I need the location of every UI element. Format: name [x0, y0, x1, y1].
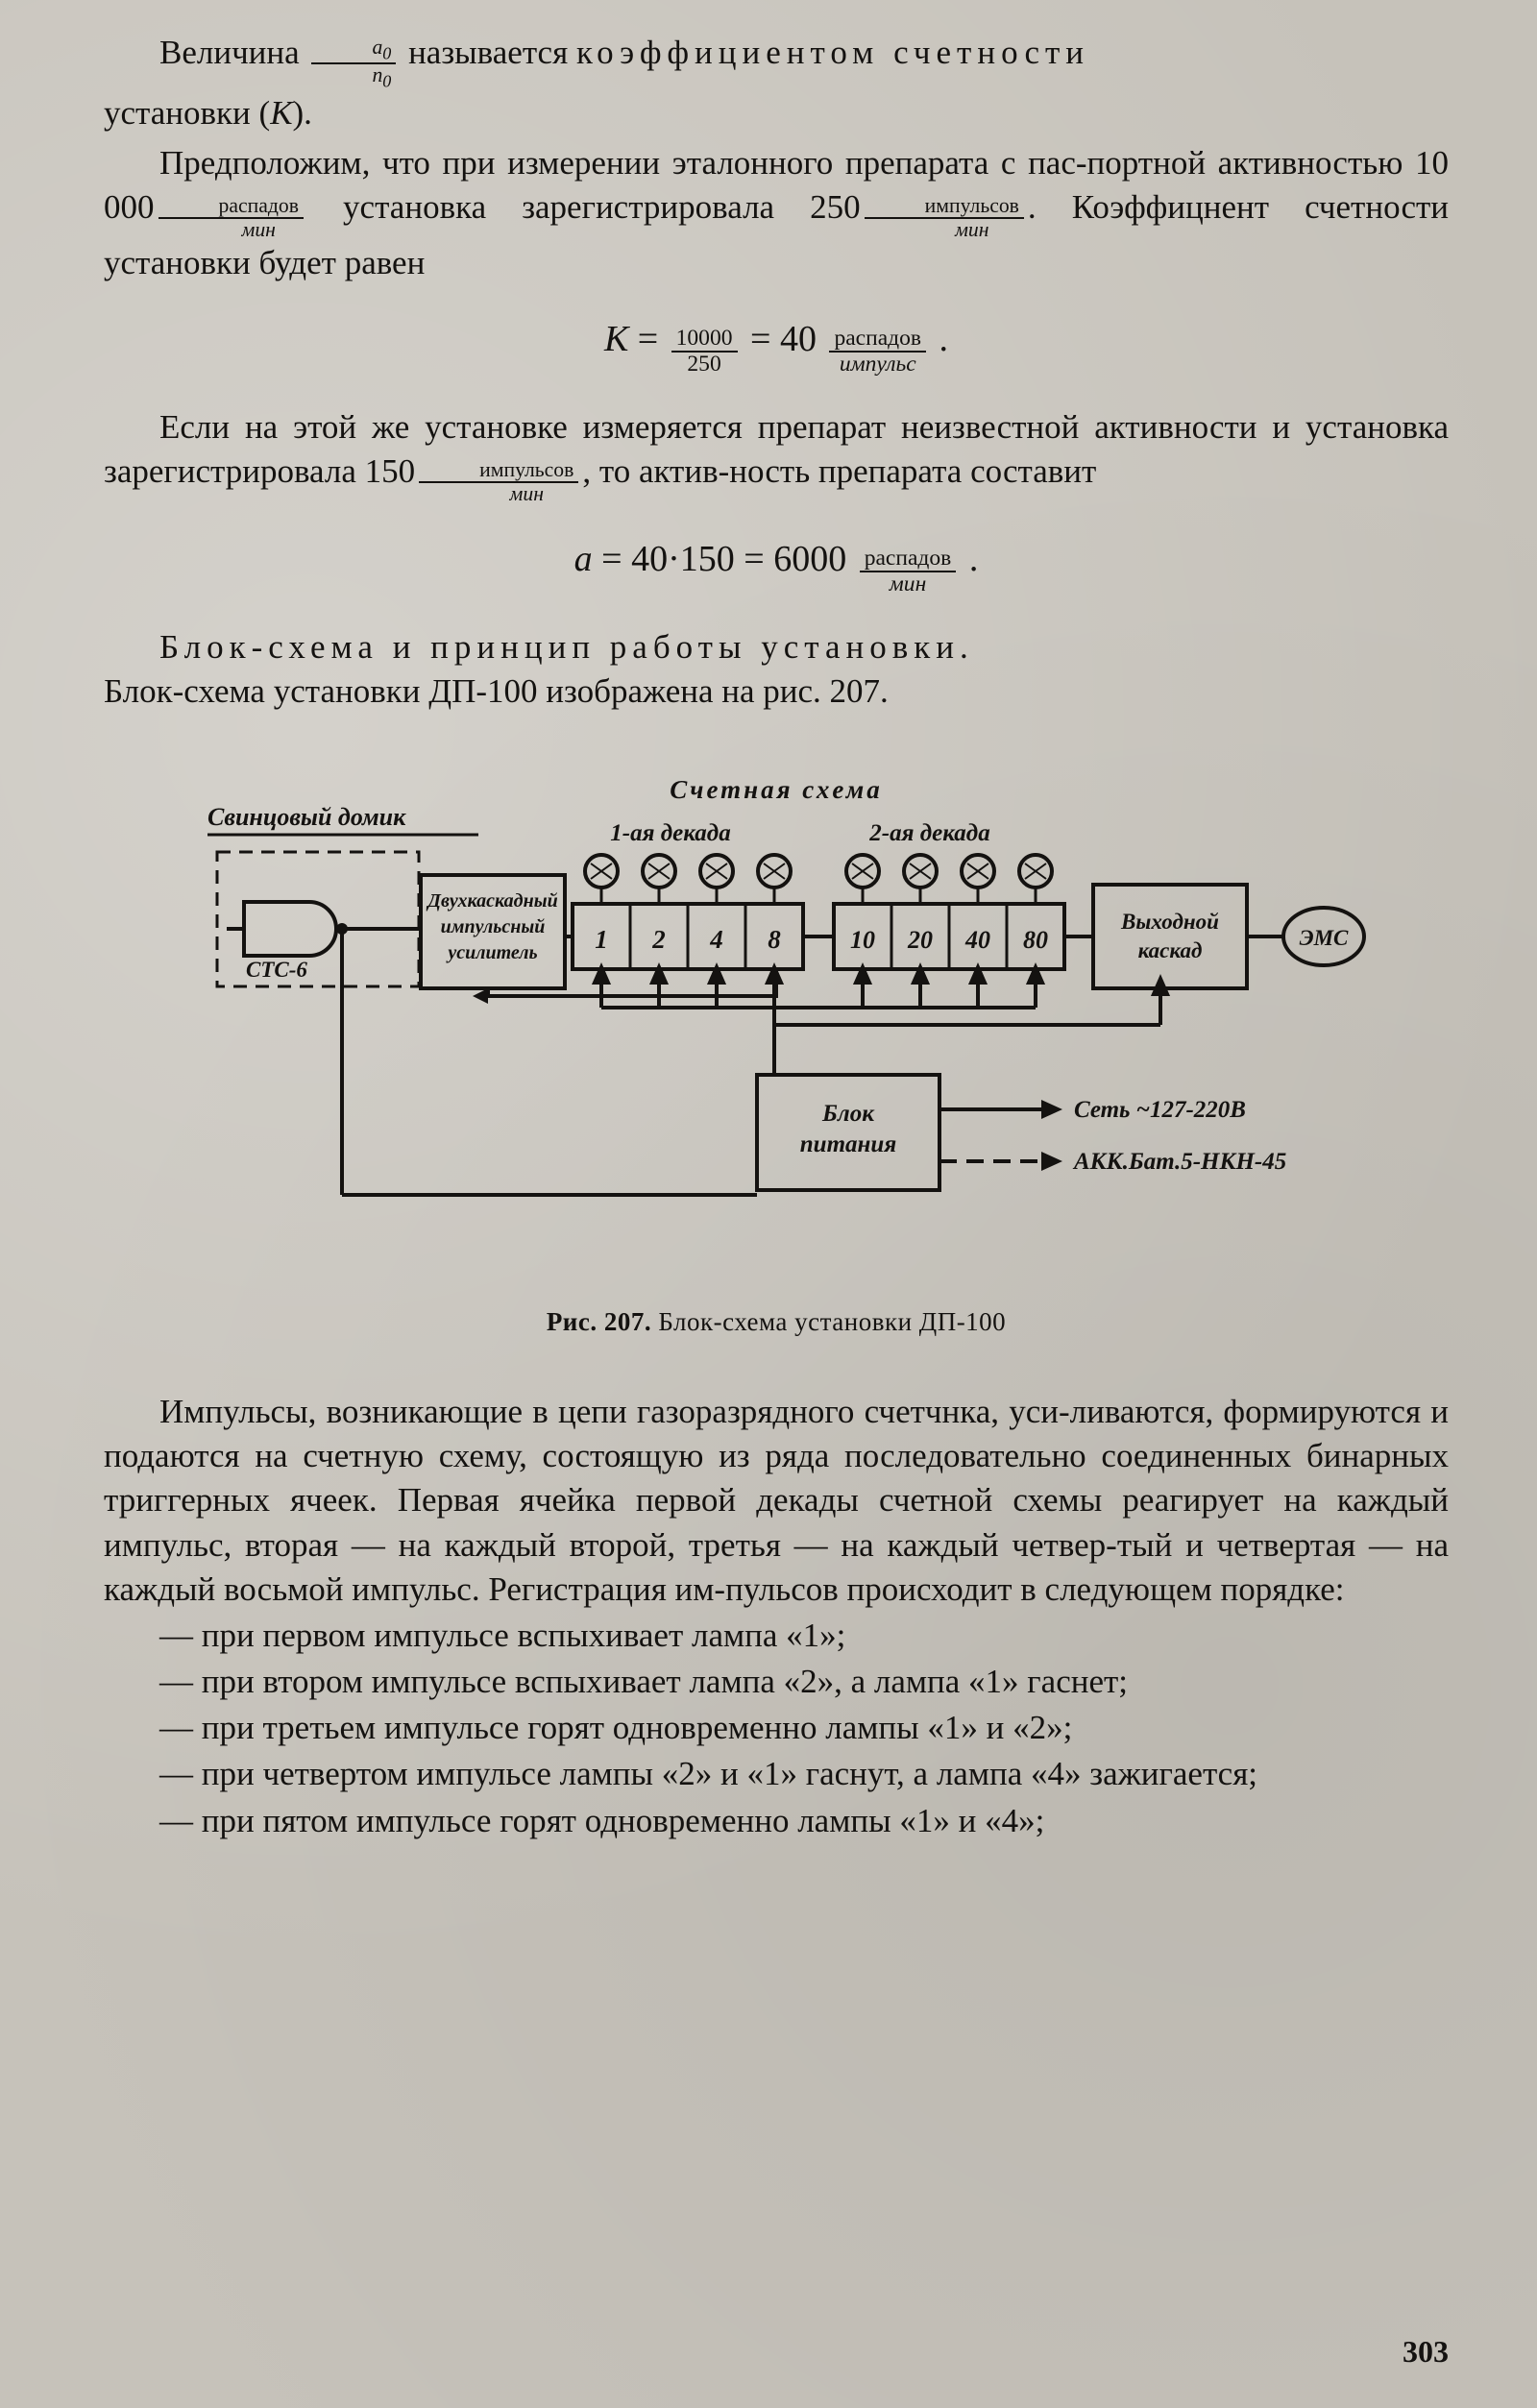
p3-text-b: , то актив-ность препарата составит	[582, 451, 1097, 490]
formula-symbol-a: а	[573, 538, 593, 579]
formula-symbol-k: К	[603, 319, 629, 360]
cell-label-40: 40	[965, 925, 990, 954]
label-decade-1: 1-ая декада	[610, 819, 731, 846]
cell-label-1: 1	[595, 924, 608, 954]
label-amplifier-line2: импульсный	[440, 915, 546, 937]
fraction-numerator: импульсов	[865, 195, 1024, 219]
label-battery: АКК.Бат.5-НКН-45	[1074, 1148, 1287, 1175]
paragraph-3	[104, 405, 1449, 505]
page-number: 303	[1403, 2334, 1449, 2369]
label-mains: Сеть ~127-220В	[1074, 1096, 1246, 1123]
label-decade-2: 2-ая декада	[869, 819, 990, 846]
fraction-denominator: импульс	[839, 352, 916, 377]
label-lead-house: Свинцовый домик	[207, 802, 406, 831]
fraction-numerator: распадов	[860, 547, 957, 572]
cell-label-8: 8	[768, 924, 781, 954]
label-output-line2: каскад	[1137, 937, 1203, 962]
paragraph-5	[104, 1390, 1449, 1612]
formula-value: 40	[779, 319, 817, 360]
p3-text-a: Если на этой же установке измеряется препарат неизвестной активности и установка зарегистрировала	[104, 407, 1449, 490]
paragraph-2	[104, 141, 1449, 285]
formula-equals-2: =	[750, 319, 771, 360]
fraction-numerator: 10000	[671, 327, 738, 353]
counter-tube-shape	[244, 902, 336, 956]
fraction-decays-per-pulse	[829, 327, 926, 376]
page-content	[104, 31, 1449, 1845]
list-item-2	[104, 1660, 1449, 1704]
fraction-numerator: импульсов	[419, 459, 578, 483]
fraction-numerator: $a_0$	[311, 36, 396, 64]
fraction-denominator: мин	[509, 482, 544, 506]
label-ems: ЭМС	[1299, 925, 1349, 950]
figure-caption	[104, 1307, 1449, 1337]
list-item-4	[104, 1752, 1449, 1796]
lamp-group-decade-1	[585, 855, 791, 888]
list-item-text: — при пятом импульсе горят одновременно лампы «1» и «4»;	[159, 1801, 1045, 1839]
list-item-text: — при третьем импульсе горят одновременно лампы «1» и «2»;	[159, 1709, 1073, 1747]
figure-caption-label: Рис. 207.	[546, 1306, 652, 1336]
fraction-a0-n0	[311, 36, 396, 91]
p1-symbol-k: К	[270, 93, 293, 132]
fraction-denominator: мин	[955, 218, 989, 242]
cell-label-20: 20	[908, 925, 933, 954]
p5-text: Импульсы, возникающие в цепи газоразрядного счетчнка, уси-ливаются, формируются и подаются на счетную схему, состоящую из ряда последовательно соединенных бинарных триггерных ячеек. Первая ячейка первой декады счетной схемы реагирует на каждый импульс, вторая — на каждый второй, третья — на каждый четвер-тый и четвертая — на каждый восьмой импульс. Регистрация им-пульсов происходит в следующем порядке:	[104, 1392, 1449, 1608]
formula-period: .	[939, 319, 949, 360]
list-item-text: — при втором импульсе вспыхивает лампа «2», а лампа «1» гаснет;	[159, 1663, 1129, 1701]
arrow-feedback	[473, 988, 488, 1004]
fraction-denominator: 250	[687, 352, 721, 377]
p1-text-a: Величина	[159, 34, 300, 71]
label-amplifier-line3: усилитель	[448, 941, 538, 963]
p4-rest: Блок-схема установки ДП-100 изображена на рис. 207.	[104, 671, 889, 710]
label-counting-scheme: Счетная схема	[670, 774, 883, 804]
p1-spaced-term: коэффициентом счетности	[575, 34, 1090, 71]
figure-caption-text: Блок-схема установки ДП-100	[658, 1306, 1007, 1336]
label-amplifier-line1: Двухкаскадный	[427, 889, 558, 912]
cell-label-2: 2	[652, 924, 666, 954]
fraction-decays-per-min-2	[860, 547, 957, 596]
list-item-5	[104, 1799, 1449, 1843]
arrow-mains	[1041, 1100, 1062, 1119]
fraction-pulses-per-min	[865, 195, 1024, 241]
fraction-decays-per-min	[159, 195, 304, 241]
formula2-value1: 40	[631, 538, 669, 579]
paragraph-4	[104, 625, 1449, 714]
fraction-denominator: мин	[889, 571, 927, 596]
list-item-text: — при четвертом импульсе лампы «2» и «1» гаснут, а лампа «4» зажигается;	[159, 1755, 1258, 1793]
fraction-denominator: мин	[241, 218, 276, 242]
fraction-10000-250	[671, 327, 738, 376]
fraction-denominator: $n_0$	[372, 63, 392, 91]
formula-equals: =	[637, 319, 659, 360]
formula2-result: 6000	[773, 538, 847, 579]
list-item-3	[104, 1706, 1449, 1750]
cell-label-4: 4	[710, 924, 723, 954]
formula2-value2: 150	[679, 538, 735, 579]
p1-text-c: установки (	[104, 93, 271, 132]
formula2-equals: =	[601, 538, 622, 579]
p2-text-a: Предположим, что при измерении эталонного препарата с пас-портной активностью	[159, 143, 1403, 182]
formula2-multiply: ·	[668, 538, 680, 579]
label-output-line1: Выходной	[1121, 909, 1219, 934]
cell-label-80: 80	[1023, 925, 1048, 954]
formula-a	[104, 538, 1449, 596]
figure-207	[104, 758, 1449, 1353]
fraction-numerator: распадов	[159, 195, 304, 219]
fraction-numerator: распадов	[829, 327, 926, 353]
p2-text-c: . Коэффицнент счетности установки будет равен	[104, 187, 1450, 281]
p1-text-b: называется	[408, 34, 569, 71]
p2-value-1: 10 000	[104, 143, 1449, 226]
list-item-text: — при первом импульсе вспыхивает лампа «1»;	[159, 1616, 846, 1654]
p1-text-d: ).	[292, 93, 312, 132]
label-power-line2: питания	[799, 1131, 897, 1157]
formula2-period: .	[968, 538, 979, 579]
output-stage-box	[1093, 885, 1247, 988]
label-power-line1: Блок	[822, 1100, 874, 1127]
p2-text-b: установка зарегистрировала	[343, 187, 775, 226]
list-item-1	[104, 1614, 1449, 1658]
label-counter-sts6: СТС-6	[246, 957, 307, 982]
fraction-pulses-per-min-2	[419, 459, 578, 505]
block-diagram-svg	[104, 758, 1449, 1296]
paragraph-1	[104, 31, 1449, 135]
arrow-battery	[1041, 1152, 1062, 1171]
formula2-equals-2: =	[744, 538, 765, 579]
cell-label-10: 10	[850, 925, 875, 954]
lamp-group-decade-2	[846, 855, 1052, 888]
p2-value-2: 250	[810, 187, 861, 226]
p3-value: 150	[364, 451, 416, 490]
formula-k	[104, 318, 1449, 377]
section-heading-inline: Блок-схема и принцип работы установки.	[159, 627, 974, 666]
